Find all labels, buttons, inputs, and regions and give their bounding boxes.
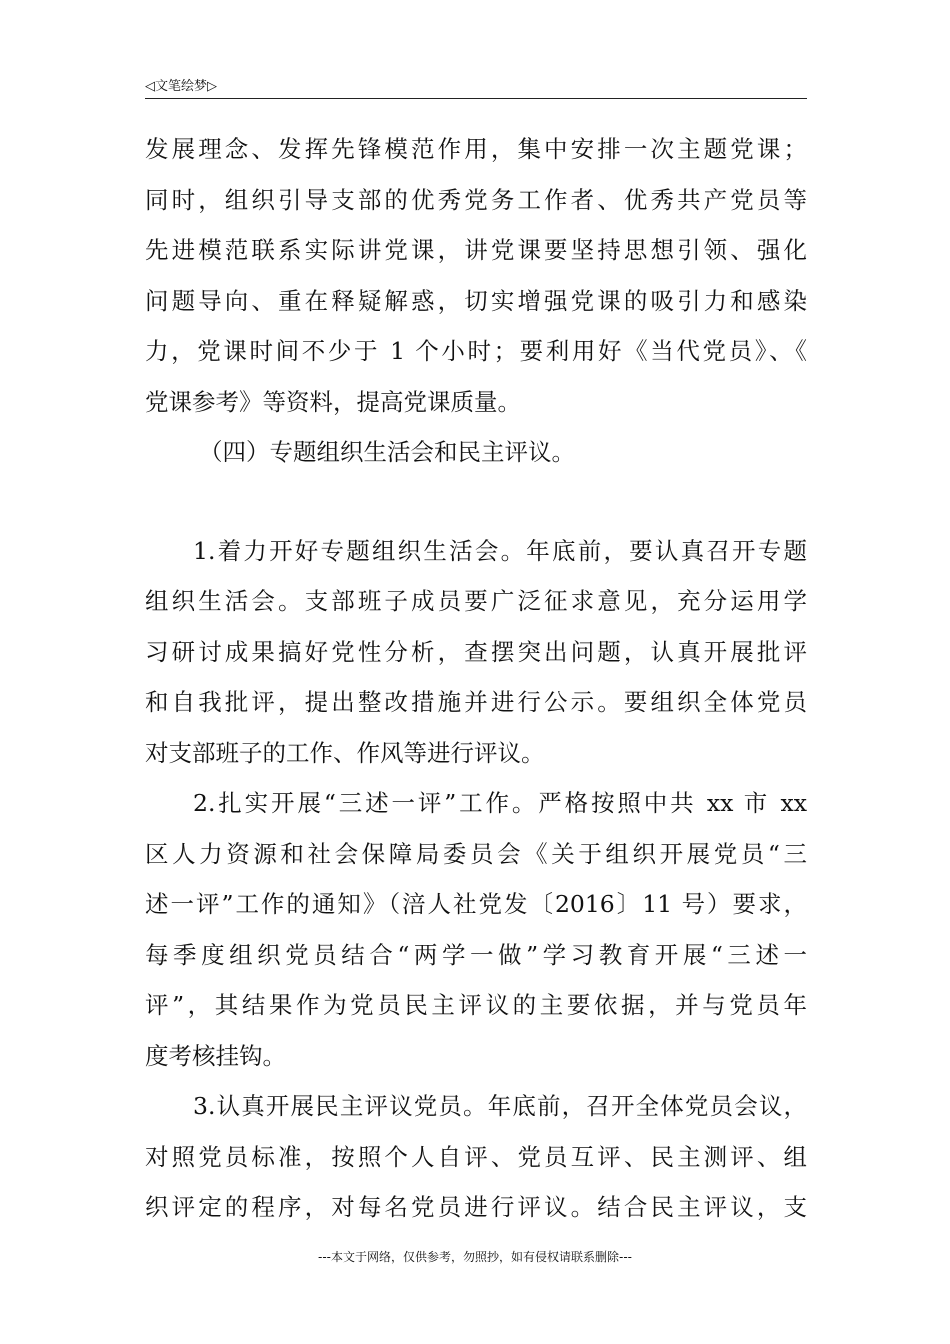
text-line: 党课参考》等资料，提高党课质量。 [145, 387, 521, 416]
section-heading: （四）专题组织生活会和民主评议。 [199, 438, 575, 466]
page-footer: ---本文于网络，仅供参考，勿照抄，如有侵权请联系删除--- [318, 1250, 632, 1264]
paragraph-item-1 [145, 526, 807, 779]
text-line: 度考核挂钩。 [145, 1041, 286, 1070]
text-line: 力，党课时间不少于 1 个小时；要利用好《当代党员》、《 [145, 337, 807, 365]
text-line: 评”，其结果作为党员民主评议的主要依据，并与党员年 [145, 991, 807, 1019]
text-line: 每季度组织党员结合“两学一做”学习教育开展“三述一 [145, 940, 807, 969]
paragraph-item-2 [145, 778, 807, 1081]
paragraph-party-lecture [145, 124, 807, 427]
page-header [145, 72, 807, 99]
document-body [145, 124, 807, 1233]
header-title: ◁文笔绘梦▷ [145, 79, 217, 94]
paragraph-item-3 [145, 1081, 807, 1233]
text-line: 对支部班子的工作、作风等进行评议。 [145, 738, 545, 767]
text-line: 和自我批评，提出整改措施并进行公示。要组织全体党员 [145, 688, 807, 716]
text-line: 问题导向、重在释疑解惑，切实增强党课的吸引力和感染 [145, 286, 807, 315]
text-line: 1.着力开好专题组织生活会。年底前，要认真召开专题 [193, 536, 807, 565]
paragraph-spacer [145, 478, 807, 526]
text-line: 区人力资源和社会保障局委员会《关于组织开展党员“三 [145, 839, 807, 868]
text-line: 述一评”工作的通知》（涪人社党发〔2016〕11 号）要求， [145, 890, 807, 918]
text-line: 3.认真开展民主评议党员。年底前，召开全体党员会议， [193, 1092, 807, 1120]
text-line: 对照党员标准，按照个人自评、党员互评、民主测评、组 [145, 1142, 807, 1171]
text-line: 同时，组织引导支部的优秀党务工作者、优秀共产党员等 [145, 185, 807, 214]
text-line: 先进模范联系实际讲党课，讲党课要坚持思想引领、强化 [145, 236, 807, 264]
text-line: 2.扎实开展“三述一评”工作。严格按照中共 xx 市 xx [193, 789, 807, 817]
text-line: 习研讨成果搞好党性分析，查摆突出问题，认真开展批评 [145, 637, 807, 666]
text-line: 发展理念、发挥先锋模范作用，集中安排一次主题党课； [145, 135, 807, 163]
text-line: 织评定的程序，对每名党员进行评议。结合民主评议，支 [145, 1193, 807, 1221]
text-line: 组织生活会。支部班子成员要广泛征求意见，充分运用学 [145, 587, 807, 615]
